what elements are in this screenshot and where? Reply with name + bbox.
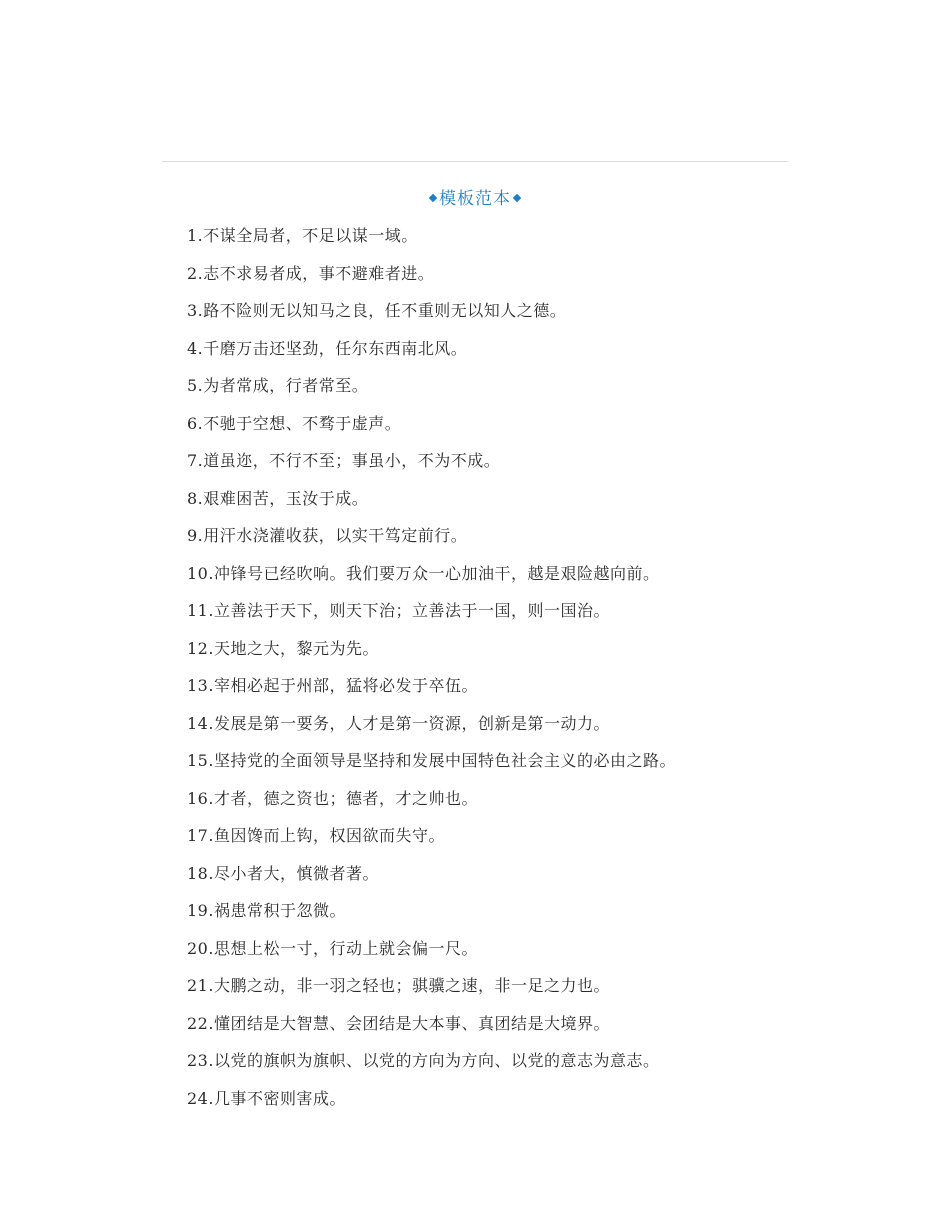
list-item: 11.立善法于天下，则天下治；立善法于一国，则一国治。 — [187, 601, 610, 620]
list-item: 10.冲锋号已经吹响。我们要万众一心加油干，越是艰险越向前。 — [187, 563, 660, 583]
diamond-bullet-icon — [429, 193, 437, 201]
list-item: 9.用汗水浇灌收获，以实干笃定前行。 — [187, 526, 468, 545]
list-item: 3.路不险则无以知马之良，任不重则无以知人之德。 — [187, 301, 567, 320]
list-item: 2.志不求易者成，事不避难者进。 — [187, 263, 435, 283]
list-item: 22.懂团结是大智慧、会团结是大本事、真团结是大境界。 — [187, 1013, 610, 1033]
list-item: 21.大鹏之动，非一羽之轻也；骐骥之速，非一足之力也。 — [187, 976, 610, 995]
list-item: 13.宰相必起于州部，猛将必发于卒伍。 — [187, 676, 478, 695]
diamond-bullet-icon — [513, 193, 521, 201]
list-item: 16.才者，德之资也；德者，才之帅也。 — [187, 788, 478, 808]
list-item: 14.发展是第一要务，人才是第一资源，创新是第一动力。 — [187, 713, 610, 733]
list-item: 17.鱼因馋而上钩，权因欲而失守。 — [187, 826, 445, 845]
list-item: 1.不谋全局者，不足以谋一域。 — [187, 226, 418, 245]
quote-list — [187, 225, 787, 1125]
list-item: 23.以党的旗帜为旗帜、以党的方向为方向、以党的意志为意志。 — [187, 1051, 660, 1070]
list-item: 12.天地之大，黎元为先。 — [187, 638, 379, 658]
list-item: 8.艰难困苦，玉汝于成。 — [187, 488, 369, 508]
section-heading-text: 模板范本 — [439, 189, 511, 209]
list-item: 15.坚持党的全面领导是坚持和发展中国特色社会主义的必由之路。 — [187, 751, 676, 770]
list-item: 19.祸患常积于忽微。 — [187, 901, 346, 920]
list-item: 4.千磨万击还坚劲，任尔东西南北风。 — [187, 338, 468, 358]
list-item: 6.不驰于空想、不骛于虚声。 — [187, 413, 402, 433]
list-item: 5.为者常成，行者常至。 — [187, 376, 369, 395]
header-divider — [162, 161, 788, 162]
list-item: 20.思想上松一寸，行动上就会偏一尺。 — [187, 938, 478, 958]
section-heading — [0, 184, 950, 209]
list-item: 24.几事不密则害成。 — [187, 1088, 346, 1108]
list-item: 18.尽小者大，慎微者著。 — [187, 863, 379, 883]
list-item: 7.道虽迩，不行不至；事虽小，不为不成。 — [187, 451, 501, 470]
